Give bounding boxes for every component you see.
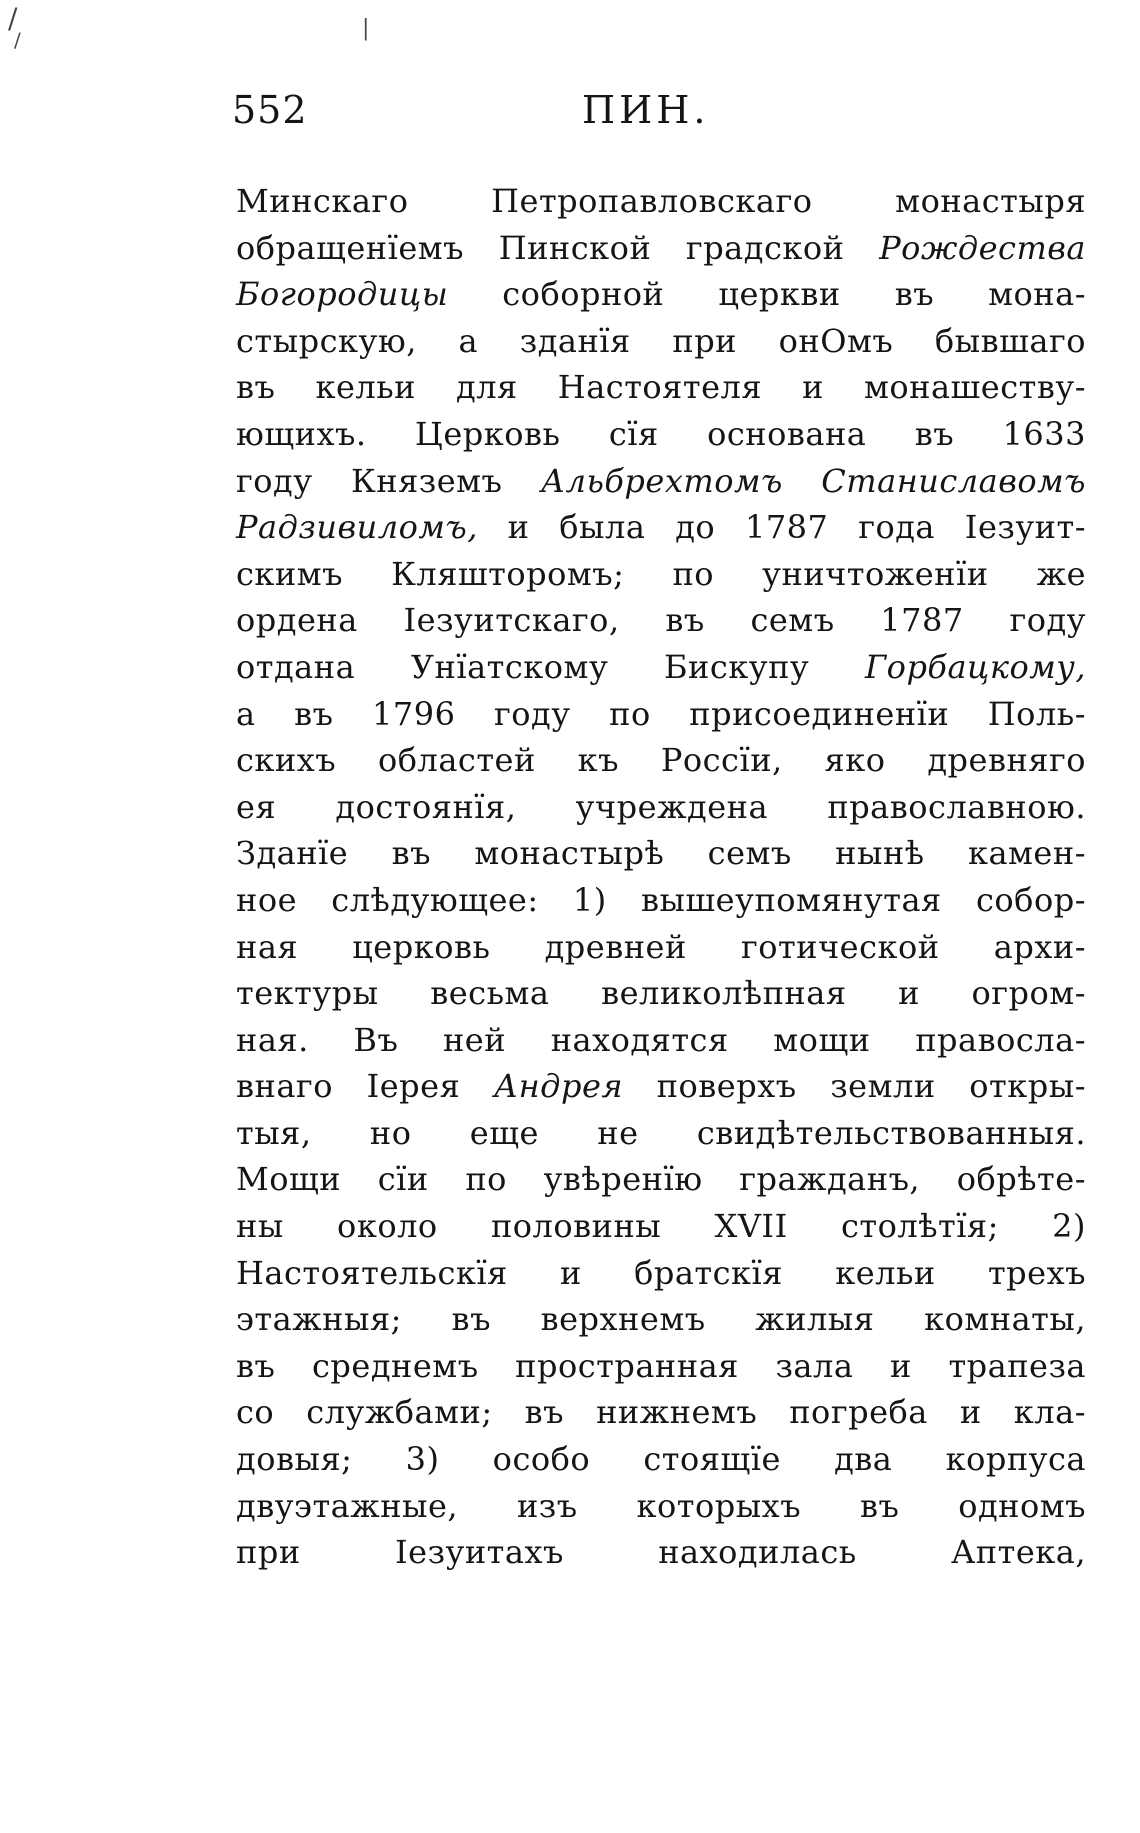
text-line: [236, 1110, 1086, 1157]
text-line: [236, 784, 1086, 831]
text-line: [236, 691, 1086, 738]
italic-text-run: Горбацкому,: [864, 647, 1086, 686]
text-run: двуэтажные, изъ которыхъ въ одномъ: [236, 1486, 1086, 1525]
text-run: ордена Iезуитскаго, въ семъ 1787 году: [236, 601, 1086, 640]
italic-text-run: Рождества: [879, 228, 1086, 267]
text-line: [236, 830, 1086, 877]
text-line: [236, 1529, 1086, 1576]
text-run: ея достоянїя, учреждена православною.: [236, 787, 1086, 826]
text-run: тектуры весьма великолѣпная и огром-: [236, 974, 1086, 1013]
text-run: внаго Iерея: [236, 1067, 494, 1106]
text-run: ющихъ. Церковь сїя основана въ 1633: [236, 414, 1086, 453]
italic-text-run: Андрея: [493, 1067, 624, 1106]
page-header: [232, 88, 1092, 138]
text-line: [236, 1063, 1086, 1110]
text-run: отдана Унїатскому Бискупу: [236, 647, 865, 686]
text-run: Мощи сїи по увѣренїю гражданъ, обрѣте-: [236, 1160, 1086, 1199]
text-run: скимъ Кляшторомъ; по уничтоженїи же: [236, 554, 1086, 593]
text-run: поверхъ земли откры-: [623, 1067, 1086, 1106]
text-line: [236, 1250, 1086, 1297]
text-run: при Iезуитахъ находилась Аптека,: [236, 1533, 1086, 1572]
text-run: стырскую, а зданїя при онОмъ бывшаго: [236, 321, 1086, 360]
text-line: [236, 644, 1086, 691]
text-run: скихъ областей къ Россїи, яко древняго: [236, 741, 1086, 780]
text-line: [236, 504, 1086, 551]
text-line: [236, 551, 1086, 598]
text-line: [236, 1203, 1086, 1250]
text-run: ная церковь древней готической архи-: [236, 927, 1086, 966]
text-run: Настоятельскїя и братскїя кельи трехъ: [236, 1253, 1086, 1292]
text-line: [236, 1296, 1086, 1343]
corner-mark: |: [362, 16, 370, 41]
corner-mark: /: [8, 2, 18, 35]
text-line: [236, 1017, 1086, 1064]
text-line: [236, 1389, 1086, 1436]
text-run: въ кельи для Настоятеля и монашеству-: [236, 368, 1086, 407]
text-line: [236, 458, 1086, 505]
text-line: [236, 364, 1086, 411]
text-line: [236, 877, 1086, 924]
text-line: [236, 597, 1086, 644]
italic-text-run: Богородицы: [236, 275, 449, 314]
text-line: [236, 178, 1086, 225]
text-run: а въ 1796 году по присоединенїи Поль-: [236, 694, 1086, 733]
text-line: [236, 1483, 1086, 1530]
body-text: [236, 178, 1086, 1576]
text-line: [236, 1436, 1086, 1483]
italic-text-run: Радзивиломъ,: [236, 508, 478, 547]
text-run: и была до 1787 года Iезуит-: [477, 508, 1086, 547]
text-run: Минскаго Петропавловскаго монастыря: [236, 182, 1086, 220]
text-run: ная. Въ ней находятся мощи правосла-: [236, 1020, 1086, 1059]
text-run: этажныя; въ верхнемъ жилыя комнаты,: [236, 1300, 1086, 1339]
text-line: [236, 970, 1086, 1017]
text-run: довыя; 3) особо стоящїе два корпуса: [236, 1440, 1086, 1479]
text-run: ны около половины XVII столѣтїя; 2): [236, 1207, 1086, 1246]
text-line: [236, 318, 1086, 365]
text-run: соборной церкви въ мона-: [448, 275, 1086, 314]
corner-mark: /: [14, 28, 21, 52]
text-run: тыя, но еще не свидѣтельствованныя.: [236, 1113, 1086, 1152]
text-run: со службами; въ нижнемъ погреба и кла-: [236, 1393, 1086, 1432]
text-line: [236, 1156, 1086, 1203]
text-line: [236, 225, 1086, 272]
text-line: [236, 1343, 1086, 1390]
text-run: году Княземъ: [236, 461, 541, 500]
text-run: въ среднемъ пространная зала и трапеза: [236, 1346, 1086, 1385]
text-line: [236, 924, 1086, 971]
text-line: [236, 271, 1086, 318]
text-run: обращенїемъ Пинской градской: [236, 228, 880, 267]
page-number: 552: [232, 88, 308, 132]
text-run: Зданїе въ монастырѣ семъ нынѣ камен-: [236, 834, 1086, 873]
text-line: [236, 737, 1086, 784]
text-run: ное слѣдующее: 1) вышеупомянутая собор-: [236, 880, 1086, 919]
running-head: ПИН.: [582, 88, 710, 132]
text-line: [236, 411, 1086, 458]
italic-text-run: Альбрехтомъ Станиславомъ: [540, 461, 1087, 500]
